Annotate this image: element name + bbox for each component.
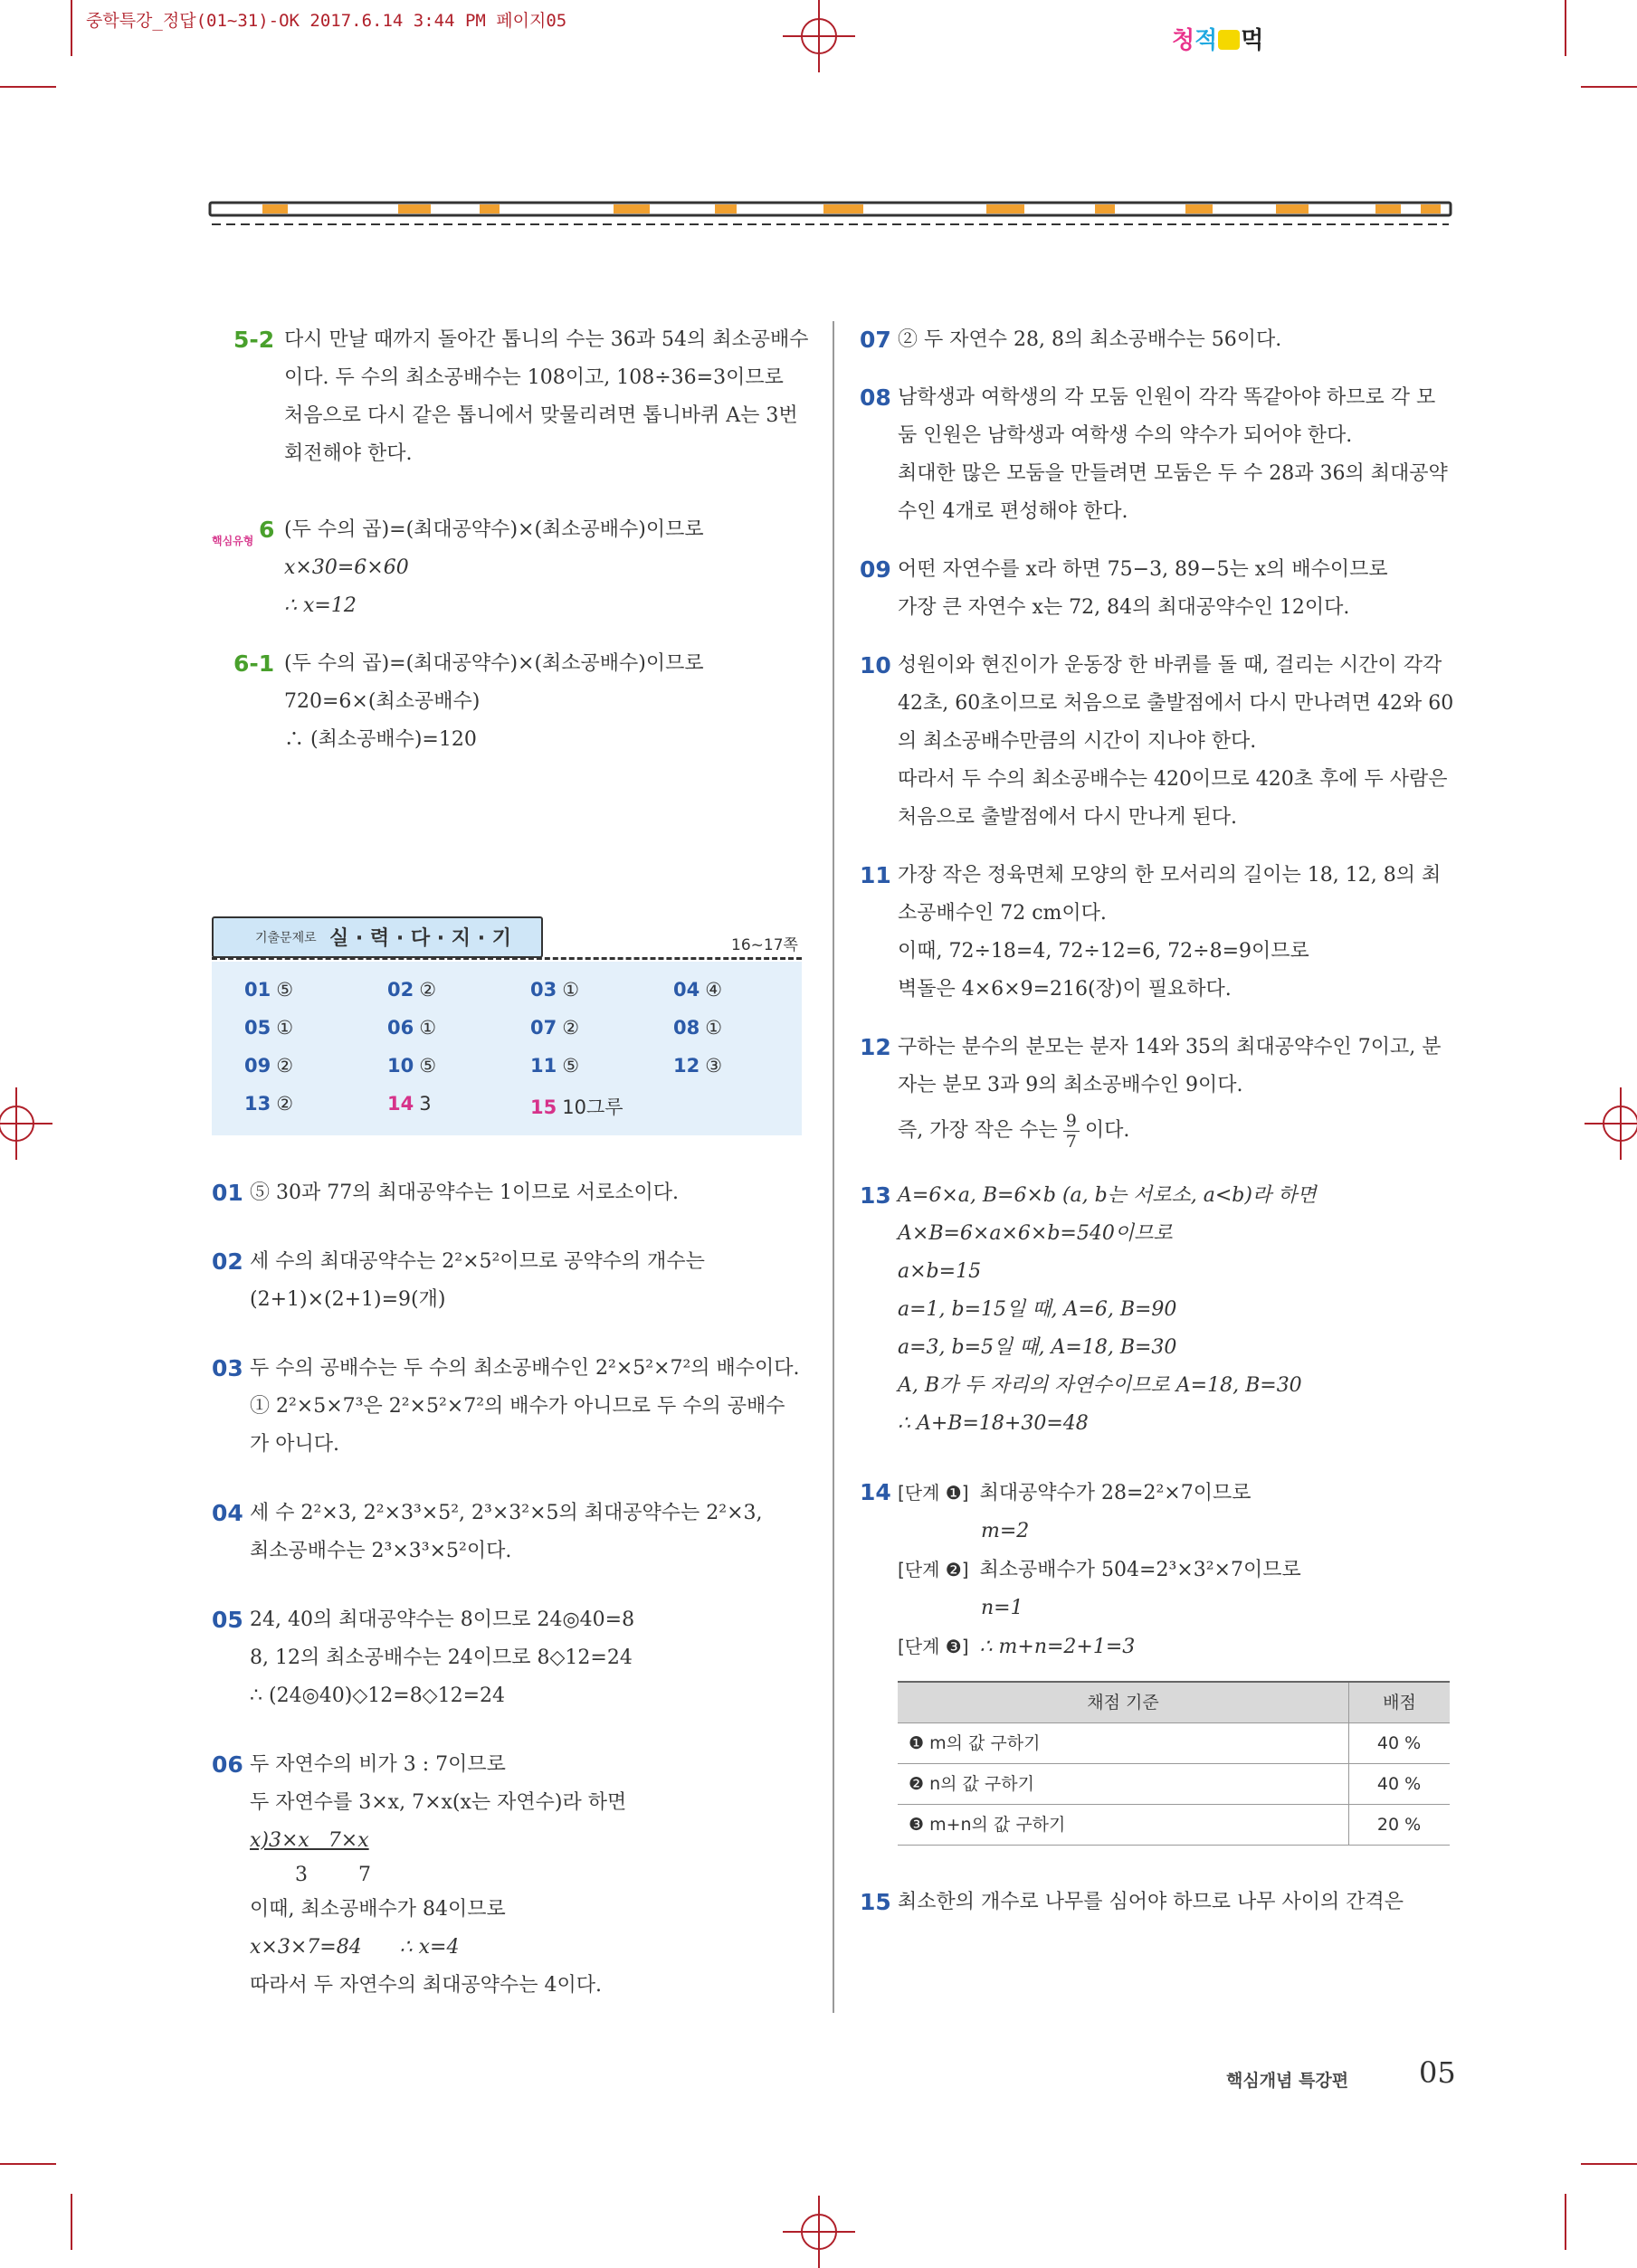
problem-number: 6-1 bbox=[233, 650, 275, 677]
step-line bbox=[898, 1474, 1457, 1513]
text-line: x×3×7=84 ∴ x=4 bbox=[250, 1936, 460, 1959]
division-row: x)3×x 7×x bbox=[250, 1829, 369, 1852]
text-line: ∴ A+B=18+30=48 bbox=[898, 1412, 1089, 1435]
text-line bbox=[898, 1105, 1457, 1157]
division-row: 3 7 bbox=[295, 1864, 371, 1886]
text-line: a×b=15 bbox=[898, 1260, 982, 1283]
problem-number: 12 bbox=[860, 1034, 891, 1060]
page-number: 05 bbox=[1419, 2055, 1456, 2090]
section-tab-title: 실 · 력 · 다 · 지 · 기 bbox=[329, 927, 511, 950]
solution-13 bbox=[860, 1177, 1457, 1443]
brand-logo bbox=[1172, 22, 1263, 55]
table-cell: 40 % bbox=[1349, 1723, 1451, 1764]
text-line: 자는 분모 3과 9의 최소공배수인 9이다. bbox=[898, 1074, 1243, 1096]
registration-mark bbox=[783, 2196, 855, 2268]
answer-item: 01 ⑤ bbox=[244, 979, 294, 1001]
step-text: 최대공약수가 28=2²×7이므로 bbox=[979, 1482, 1252, 1504]
problem-number: 11 bbox=[860, 862, 891, 888]
brand-char bbox=[1218, 30, 1240, 50]
crop-mark bbox=[1565, 0, 1566, 56]
section-divider bbox=[212, 957, 802, 960]
problem-number: 15 bbox=[860, 1889, 891, 1915]
solution-04 bbox=[212, 1495, 809, 1571]
crop-mark bbox=[1581, 86, 1637, 88]
text-line: 구하는 분수의 분모는 분자 14와 35의 최대공약수인 7이고, 분 bbox=[898, 1036, 1442, 1058]
text-line: 처음으로 출발점에서 다시 만나게 된다. bbox=[898, 806, 1237, 829]
text-line: A, B가 두 자리의 자연수이므로 A=18, B=30 bbox=[898, 1374, 1302, 1397]
text-line: 가 아니다. bbox=[250, 1433, 339, 1456]
problem-number: 03 bbox=[212, 1355, 243, 1381]
text-line: 다시 만날 때까지 돌아간 톱니의 수는 36과 54의 최소공배수 bbox=[284, 328, 809, 351]
text-line: 성원이와 현진이가 운동장 한 바퀴를 돌 때, 걸리는 시간이 각각 bbox=[898, 654, 1442, 677]
text-line: ⑤ 30과 77의 최대공약수는 1이므로 서로소이다. bbox=[250, 1181, 679, 1204]
table-header: 채점 기준 bbox=[898, 1682, 1349, 1723]
problem-number: 07 bbox=[860, 327, 891, 353]
answer-item: 08 ① bbox=[673, 1017, 723, 1039]
text-line: 최소공배수는 2³×3³×5²이다. bbox=[250, 1540, 512, 1562]
table-row bbox=[898, 1805, 1450, 1846]
text-line: 따라서 두 수의 최소공배수는 420이므로 420초 후에 두 사람은 bbox=[898, 768, 1448, 791]
answer-item: 13 ② bbox=[244, 1093, 294, 1115]
text-line: 둠 인원은 남학생과 여학생 수의 약수가 되어야 한다. bbox=[898, 424, 1353, 447]
answer-item: 09 ② bbox=[244, 1055, 294, 1077]
problem-number: 14 bbox=[860, 1479, 891, 1505]
step-tag: [단계 ❷] bbox=[898, 1559, 969, 1580]
text-line: 720=6×(최소공배수) bbox=[284, 690, 481, 713]
brand-char: 청 bbox=[1172, 27, 1195, 54]
problem-number: 02 bbox=[212, 1248, 243, 1275]
text-line: a=3, b=5일 때, A=18, B=30 bbox=[898, 1336, 1177, 1359]
solution-05 bbox=[212, 1601, 809, 1715]
answer-item: 14 3 bbox=[387, 1093, 432, 1115]
step-line: n=1 bbox=[981, 1597, 1023, 1619]
text-line: 소공배수인 72 cm이다. bbox=[898, 902, 1107, 925]
problem-number: 01 bbox=[212, 1180, 243, 1206]
text-line: 이때, 72÷18=4, 72÷12=6, 72÷8=9이므로 bbox=[898, 940, 1309, 963]
right-column bbox=[860, 321, 1457, 1922]
table-row bbox=[898, 1764, 1450, 1805]
crop-mark bbox=[71, 0, 72, 56]
text-line: ∴ (최소공배수)=120 bbox=[284, 728, 477, 751]
problem-number: 6 bbox=[259, 517, 275, 543]
text-fragment: 즉, 가장 작은 수는 bbox=[898, 1119, 1058, 1142]
text-line: A×B=6×a×6×b=540이므로 bbox=[898, 1222, 1173, 1245]
text-line: 가장 작은 정육면체 모양의 한 모서리의 길이는 18, 12, 8의 최 bbox=[898, 864, 1442, 887]
text-line: 벽돌은 4×6×9=216(장)이 필요하다. bbox=[898, 978, 1232, 1001]
text-line: 처음으로 다시 같은 톱니에서 맞물리려면 톱니바퀴 A는 3번 bbox=[284, 404, 798, 427]
table-cell: 20 % bbox=[1349, 1805, 1451, 1846]
brand-char: 적 bbox=[1194, 27, 1218, 54]
step-tag: [단계 ❶] bbox=[898, 1482, 969, 1504]
step-line bbox=[898, 1627, 1457, 1666]
table-cell: ❷ n의 값 구하기 bbox=[898, 1764, 1349, 1805]
solution-08 bbox=[860, 379, 1457, 531]
crop-mark bbox=[0, 86, 56, 88]
crop-mark bbox=[1581, 2163, 1637, 2165]
crop-mark bbox=[0, 2163, 56, 2165]
text-line: 두 자연수의 비가 3 : 7이므로 bbox=[250, 1753, 506, 1776]
step-text: ∴ m+n=2+1=3 bbox=[979, 1636, 1136, 1658]
step-text: 최소공배수가 504=2³×3²×7이므로 bbox=[979, 1559, 1301, 1581]
text-line: (2+1)×(2+1)=9(개) bbox=[250, 1288, 446, 1311]
solution-01 bbox=[212, 1174, 809, 1212]
core-type-badge: 핵심유형 bbox=[212, 535, 254, 547]
text-line: x×30=6×60 bbox=[284, 556, 409, 579]
section-tab-prefix: 기출문제로 bbox=[255, 931, 317, 945]
text-line: ② 두 자연수 28, 8의 최소공배수는 56이다. bbox=[898, 328, 1282, 351]
answer-item: 10 ⑤ bbox=[387, 1055, 437, 1077]
text-line: 남학생과 여학생의 각 모둠 인원이 각각 똑같아야 하므로 각 모 bbox=[898, 386, 1436, 409]
problem-number: 08 bbox=[860, 384, 891, 411]
text-line: 어떤 자연수를 x라 하면 75−3, 89−5는 x의 배수이므로 bbox=[898, 558, 1388, 581]
text-line: ∴ x=12 bbox=[284, 594, 357, 617]
answer-item: 06 ① bbox=[387, 1017, 437, 1039]
text-line: 회전해야 한다. bbox=[284, 442, 413, 465]
text-line: (두 수의 곱)=(최대공약수)×(최소공배수)이므로 bbox=[284, 518, 704, 541]
answer-item: 11 ⑤ bbox=[530, 1055, 580, 1077]
text-line: A=6×a, B=6×b (a, b는 서로소, a<b)라 하면 bbox=[898, 1184, 1317, 1207]
problem-number: 13 bbox=[860, 1182, 891, 1209]
section-pages: 16~17쪽 bbox=[731, 936, 798, 954]
print-file-info: 중학특강_정답(01~31)-OK 2017.6.14 3:44 PM 페이지05 bbox=[86, 11, 567, 31]
answer-item: 04 ④ bbox=[673, 979, 723, 1001]
left-column-solutions bbox=[212, 1174, 809, 2005]
text-line: 의 최소공배수만큼의 시간이 지나야 한다. bbox=[898, 730, 1257, 753]
text-line: 최소한의 개수로 나무를 심어야 하므로 나무 사이의 간격은 bbox=[898, 1891, 1404, 1913]
text-line: 이때, 최소공배수가 84이므로 bbox=[250, 1898, 506, 1921]
text-line: 두 자연수를 3×x, 7×x(x는 자연수)라 하면 bbox=[250, 1791, 627, 1814]
text-line: ∴ (24◎40)◇12=8◇12=24 bbox=[250, 1684, 506, 1707]
fraction-denominator: 7 bbox=[1065, 1131, 1077, 1152]
footer-title: 핵심개념 특강편 bbox=[1226, 2071, 1349, 2091]
problem-number: 09 bbox=[860, 556, 891, 583]
text-line: 수인 4개로 편성해야 한다. bbox=[898, 500, 1128, 523]
solution-14 bbox=[860, 1474, 1457, 1846]
problem-number: 10 bbox=[860, 652, 891, 679]
answer-item: 03 ① bbox=[530, 979, 580, 1001]
answer-item: 07 ② bbox=[530, 1017, 580, 1039]
registration-mark bbox=[1585, 1087, 1637, 1160]
table-cell: ❶ m의 값 구하기 bbox=[898, 1723, 1349, 1764]
text-line: a=1, b=15일 때, A=6, B=90 bbox=[898, 1298, 1177, 1321]
section-tab bbox=[212, 916, 543, 958]
solution-6 bbox=[212, 511, 809, 625]
registration-mark bbox=[783, 0, 855, 72]
text-line: 두 수의 공배수는 두 수의 최소공배수인 2²×5²×7²의 배수이다. bbox=[250, 1357, 800, 1380]
text-fragment: 이다. bbox=[1084, 1119, 1130, 1142]
table-header: 배점 bbox=[1349, 1682, 1451, 1723]
problem-number: 06 bbox=[212, 1751, 243, 1778]
solution-5-2 bbox=[212, 321, 809, 473]
table-header-row bbox=[898, 1682, 1450, 1723]
problem-number: 04 bbox=[212, 1500, 243, 1526]
solution-11 bbox=[860, 857, 1457, 1009]
text-line: 최대한 많은 모둠을 만들려면 모둠은 두 수 28과 36의 최대공약 bbox=[898, 462, 1448, 485]
text-line: 따라서 두 자연수의 최대공약수는 4이다. bbox=[250, 1974, 602, 1997]
solution-02 bbox=[212, 1243, 809, 1319]
solution-10 bbox=[860, 647, 1457, 837]
text-line: 8, 12의 최소공배수는 24이므로 8◇12=24 bbox=[250, 1646, 633, 1669]
text-line: 세 수의 최대공약수는 2²×5²이므로 공약수의 개수는 bbox=[250, 1250, 705, 1273]
text-line: ① 2²×5×7³은 2²×5²×7²의 배수가 아니므로 두 수의 공배수 bbox=[250, 1395, 785, 1418]
left-column bbox=[212, 321, 809, 759]
crop-mark bbox=[1565, 2194, 1566, 2250]
registration-mark bbox=[0, 1087, 52, 1160]
step-line: m=2 bbox=[981, 1520, 1030, 1542]
solution-03 bbox=[212, 1350, 809, 1464]
answer-item: 12 ③ bbox=[673, 1055, 723, 1077]
solution-12 bbox=[860, 1029, 1457, 1157]
text-line: 세 수 2²×3, 2²×3³×5², 2³×3²×5의 최대공약수는 2²×3, bbox=[250, 1502, 763, 1524]
answer-item: 02 ② bbox=[387, 979, 437, 1001]
text-line: 42초, 60초이므로 처음으로 출발점에서 다시 만나려면 42와 60 bbox=[898, 692, 1454, 715]
answer-item: 15 10그루 bbox=[530, 1096, 623, 1118]
table-cell: ❸ m+n의 값 구하기 bbox=[898, 1805, 1349, 1846]
table-cell: 40 % bbox=[1349, 1764, 1451, 1805]
solution-09 bbox=[860, 551, 1457, 627]
scoring-table bbox=[898, 1681, 1450, 1846]
problem-number: 5-2 bbox=[233, 327, 275, 353]
table-row bbox=[898, 1723, 1450, 1764]
fraction-numerator: 9 bbox=[1063, 1111, 1080, 1132]
text-line: 이다. 두 수의 최소공배수는 108이고, 108÷36=3이므로 bbox=[284, 366, 784, 389]
text-line: 24, 40의 최대공약수는 8이므로 24◎40=8 bbox=[250, 1608, 635, 1631]
column-divider bbox=[833, 321, 834, 2013]
fraction bbox=[1063, 1111, 1080, 1152]
decorative-band bbox=[208, 197, 1452, 230]
text-line: (두 수의 곱)=(최대공약수)×(최소공배수)이므로 bbox=[284, 652, 704, 675]
solution-07 bbox=[860, 321, 1457, 359]
problem-number: 05 bbox=[212, 1607, 243, 1633]
brand-char: 먹 bbox=[1241, 27, 1264, 54]
text-line: 가장 큰 자연수 x는 72, 84의 최대공약수인 12이다. bbox=[898, 596, 1350, 619]
solution-6-1 bbox=[212, 645, 809, 759]
step-line bbox=[898, 1551, 1457, 1589]
solution-15 bbox=[860, 1884, 1457, 1922]
step-tag: [단계 ❸] bbox=[898, 1636, 969, 1657]
solution-06 bbox=[212, 1746, 809, 2005]
answer-item: 05 ① bbox=[244, 1017, 294, 1039]
crop-mark bbox=[71, 2194, 72, 2250]
